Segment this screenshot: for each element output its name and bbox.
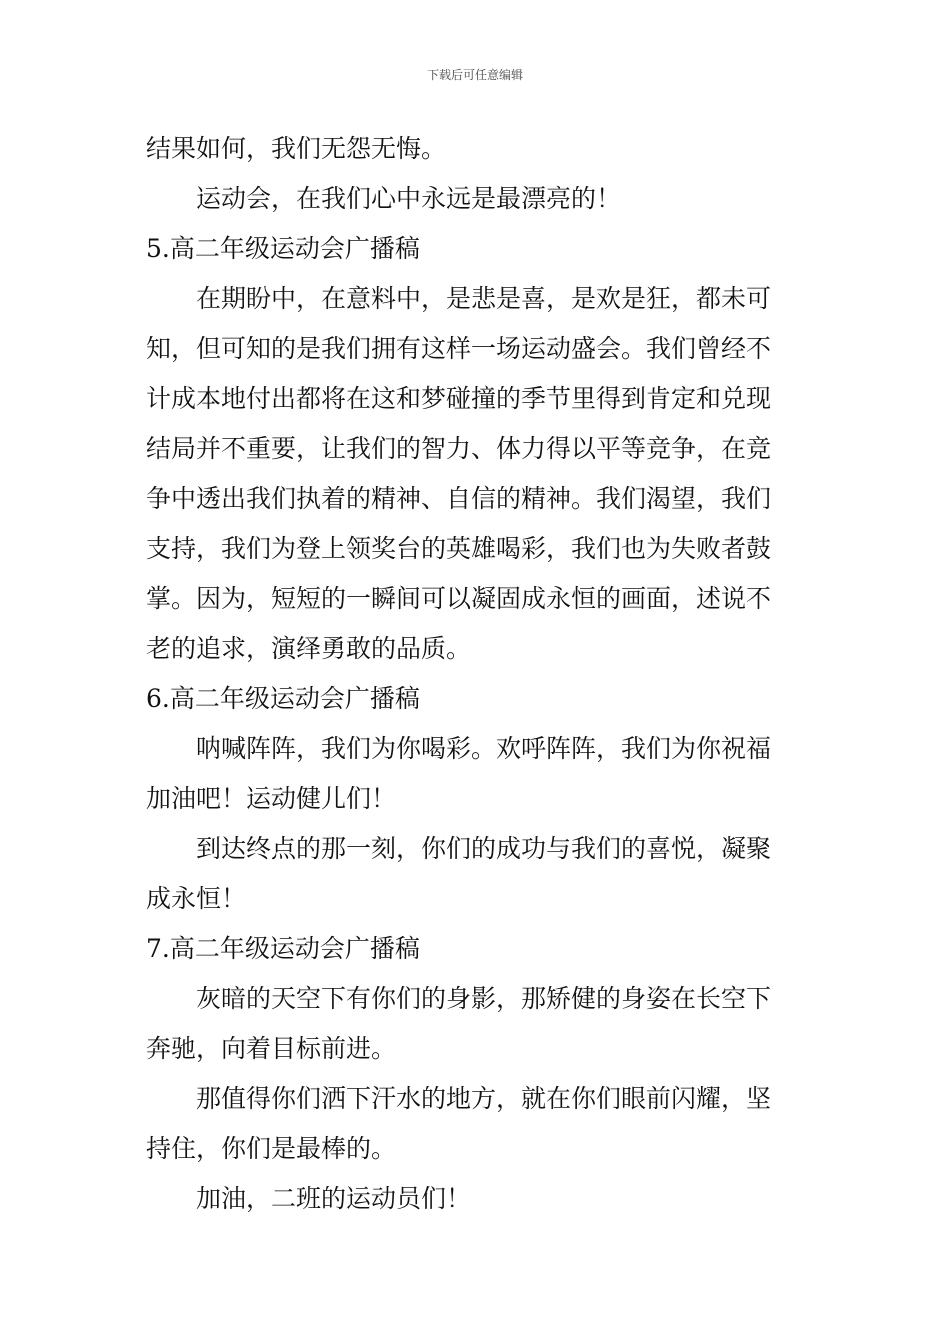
text-line: 计成本地付出都将在这和梦碰撞的季节里得到肯定和兑现 <box>146 384 772 413</box>
text-line: 到达终点的那一刻，你们的成功与我们的喜悦，凝聚 <box>196 834 772 863</box>
text-line: 加油吧！运动健儿们！ <box>146 784 397 813</box>
document-body <box>146 124 808 1224</box>
text-line: 呐喊阵阵，我们为你喝彩。欢呼阵阵，我们为你祝福 <box>196 734 772 763</box>
text-line: 加油，二班的运动员们！ <box>196 1184 472 1213</box>
text-line: 6.高二年级运动会广播稿 <box>146 684 420 713</box>
text-line: 灰暗的天空下有你们的身影，那矫健的身姿在长空下 <box>196 984 772 1013</box>
text-line: 奔驰，向着目标前进。 <box>146 1034 397 1063</box>
text-line: 老的追求，演绎勇敢的品质。 <box>146 634 472 663</box>
text-line: 运动会，在我们心中永远是最漂亮的！ <box>196 184 622 213</box>
text-line: 在期盼中，在意料中，是悲是喜，是欢是狂，都未可 <box>196 284 772 313</box>
text-line: 7.高二年级运动会广播稿 <box>146 934 420 963</box>
text-line: 5.高二年级运动会广播稿 <box>146 234 420 263</box>
text-line: 持住，你们是最棒的。 <box>146 1134 397 1163</box>
text-line: 支持，我们为登上领奖台的英雄喝彩，我们也为失败者鼓 <box>146 534 772 563</box>
text-line: 结果如何，我们无怨无悔。 <box>146 134 447 163</box>
text-line: 知，但可知的是我们拥有这样一场运动盛会。我们曾经不 <box>146 334 772 363</box>
text-line: 那值得你们洒下汗水的地方，就在你们眼前闪耀，坚 <box>196 1084 772 1113</box>
text-line: 结局并不重要，让我们的智力、体力得以平等竞争，在竞 <box>146 434 772 463</box>
text-line: 成永恒！ <box>146 884 247 913</box>
text-line: 争中透出我们执着的精神、自信的精神。我们渴望，我们 <box>146 484 772 513</box>
page-header: 下载后可任意编辑 <box>426 68 523 82</box>
text-line: 掌。因为，短短的一瞬间可以凝固成永恒的画面，述说不 <box>146 584 772 613</box>
